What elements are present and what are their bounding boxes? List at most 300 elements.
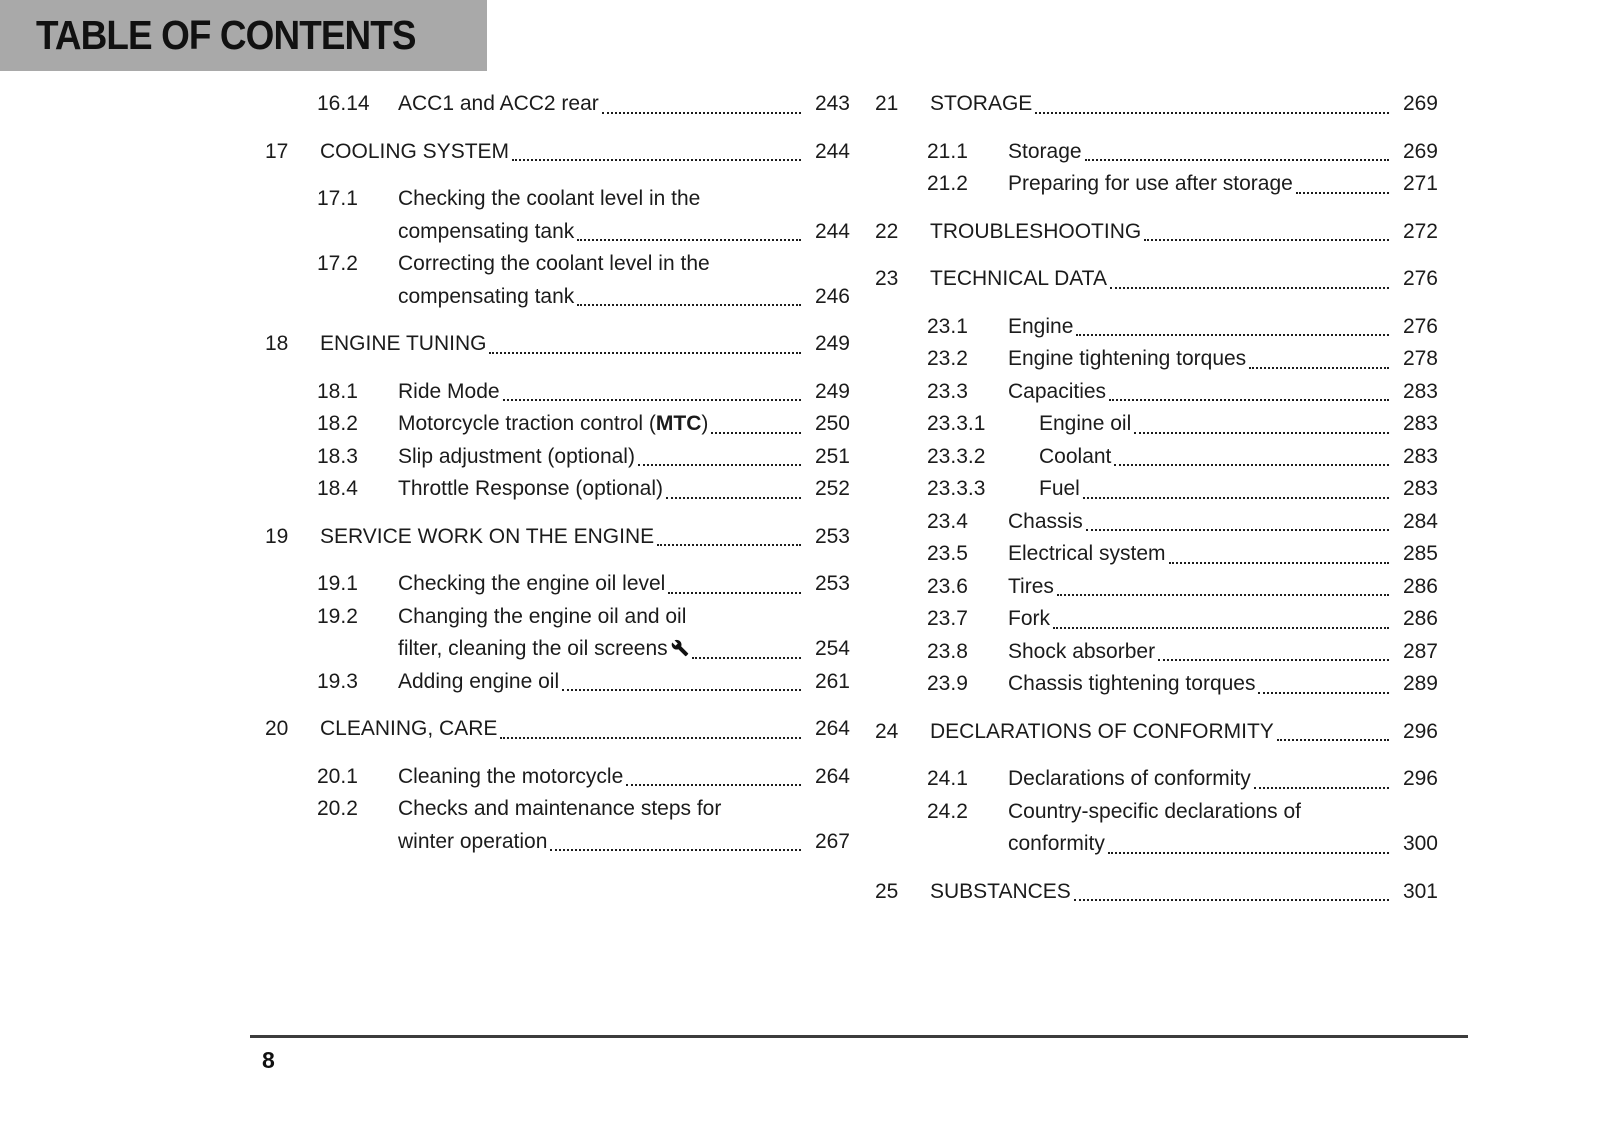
toc-entry-18-4[interactable]	[265, 473, 850, 506]
toc-entry-body	[320, 136, 850, 169]
toc-entry-text: Tires	[1008, 574, 1054, 598]
toc-entry-line-text	[320, 713, 497, 746]
leader-dots	[1085, 159, 1389, 161]
toc-entry-line-text	[1008, 603, 1050, 636]
toc-entry-text: Chassis tightening torques	[1008, 672, 1256, 695]
toc-entry-number: 23.9	[927, 672, 968, 695]
toc-entry-17[interactable]	[265, 136, 850, 169]
toc-entry-page: 261	[814, 669, 850, 693]
toc-entry-20-2[interactable]	[265, 793, 850, 858]
toc-entry-line	[398, 88, 850, 121]
toc-entry-23-7[interactable]	[875, 603, 1438, 636]
toc-entry-text: conformity	[1008, 832, 1105, 855]
toc-entry-text: Fuel	[1039, 477, 1080, 500]
toc-entry-23-3[interactable]	[875, 376, 1438, 409]
leader-dots	[1108, 852, 1389, 854]
leader-dots	[500, 737, 801, 739]
toc-entry-line	[930, 876, 1438, 909]
leader-dots	[1086, 529, 1389, 531]
toc-entry-number: 18	[265, 332, 289, 355]
toc-entry-text: Throttle Response (optional)	[398, 477, 663, 500]
toc-entry-23-3-2[interactable]	[875, 441, 1438, 474]
leader-dots	[1158, 659, 1389, 661]
toc-entry-body	[398, 376, 850, 409]
toc-entry-page: 244	[814, 219, 850, 243]
toc-entry-page: 269	[1402, 139, 1438, 163]
toc-entry-body	[398, 666, 850, 699]
toc-entry-17-2[interactable]	[265, 248, 850, 313]
toc-entry-body	[1008, 763, 1438, 796]
toc-entry-16-14[interactable]	[265, 88, 850, 121]
leader-dots	[550, 849, 801, 851]
toc-entry-body	[320, 328, 850, 361]
toc-entry-body	[398, 793, 850, 858]
toc-entry-text: Correcting the coolant level in the	[398, 252, 710, 275]
leader-dots	[489, 352, 801, 354]
toc-entry-text: TECHNICAL DATA	[930, 267, 1107, 290]
toc-entry-line	[930, 716, 1438, 749]
toc-entry-18-3[interactable]	[265, 441, 850, 474]
toc-entry-line	[398, 281, 850, 314]
toc-entry-text: Adding engine oil	[398, 669, 560, 693]
toc-entry-line	[1008, 828, 1438, 861]
toc-entry-body	[1039, 408, 1438, 441]
toc-entry-line-text	[1039, 441, 1111, 474]
footer-divider	[250, 1035, 1468, 1038]
toc-entry-20[interactable]	[265, 713, 850, 746]
toc-entry-line	[1008, 763, 1438, 796]
toc-entry-page: 278	[1402, 347, 1438, 370]
toc-entry-line-text	[1008, 668, 1255, 701]
toc-entry-page: 269	[1402, 92, 1438, 115]
leader-dots	[1134, 432, 1389, 434]
toc-entry-17-1[interactable]	[265, 183, 850, 248]
toc-entry-number: 23.3.3	[927, 477, 986, 500]
leader-dots	[1074, 899, 1389, 901]
leader-dots	[638, 464, 801, 466]
leader-dots	[1083, 497, 1389, 499]
toc-entry-24-1[interactable]	[875, 763, 1438, 796]
toc-entry-line	[398, 408, 850, 441]
toc-entry-25[interactable]	[875, 876, 1438, 909]
toc-entry-line-text	[398, 633, 689, 666]
toc-entry-line-text	[398, 441, 635, 474]
toc-entry-18[interactable]	[265, 328, 850, 361]
toc-entry-page: 249	[814, 332, 850, 355]
toc-entry-body	[930, 263, 1438, 296]
toc-entry-line-text	[1008, 636, 1155, 669]
toc-entry-number: 20.2	[317, 797, 358, 820]
toc-entry-number: 23	[875, 267, 899, 290]
toc-entry-text: Engine oil	[1039, 412, 1132, 435]
toc-entry-page: 264	[814, 764, 850, 788]
toc-entry-line	[398, 826, 850, 859]
toc-entry-line-text	[1008, 763, 1251, 796]
leader-dots	[1296, 192, 1389, 194]
toc-entry-line	[1039, 473, 1438, 506]
toc-entry-page: 244	[814, 139, 850, 163]
toc-entry-21-1[interactable]	[875, 136, 1438, 169]
toc-entry-text: Coolant	[1039, 444, 1112, 468]
toc-entry-body	[930, 216, 1438, 249]
toc-entry-23-5[interactable]	[875, 538, 1438, 571]
toc-entry-number: 21.2	[927, 172, 968, 195]
toc-entry-number: 23.2	[927, 347, 968, 370]
toc-entry-line-text	[398, 826, 547, 859]
toc-entry-text: Preparing for use after storage	[1008, 172, 1293, 195]
toc-entry-page: 286	[1402, 574, 1438, 598]
toc-entry-body	[398, 473, 850, 506]
leader-dots	[657, 544, 801, 546]
toc-entry-body	[1008, 136, 1438, 169]
toc-entry-number: 24.2	[927, 799, 968, 823]
toc-entry-body	[320, 521, 850, 554]
leader-dots	[1169, 562, 1389, 564]
toc-entry-line-text	[1008, 538, 1166, 571]
toc-entry-text: DECLARATIONS OF CONFORMITY	[930, 719, 1274, 743]
toc-entry-page: 254	[814, 637, 850, 660]
toc-entry-24[interactable]	[875, 716, 1438, 749]
leader-dots	[1114, 464, 1389, 466]
toc-entry-line	[930, 216, 1438, 249]
toc-entry-line	[398, 568, 850, 601]
toc-entry-page: 251	[814, 444, 850, 468]
toc-entry-page: 301	[1402, 879, 1438, 903]
toc-entry-line-text	[398, 376, 500, 409]
toc-entry-text: Checking the coolant level in the	[398, 187, 701, 210]
toc-entry-number: 23.3.2	[927, 444, 986, 468]
toc-entry-page: 296	[1402, 719, 1438, 743]
toc-entry-line-text	[1008, 828, 1105, 861]
toc-entry-body	[1039, 473, 1438, 506]
toc-entry-number: 19.1	[317, 572, 358, 595]
toc-entry-line-text	[930, 263, 1107, 296]
toc-entry-line	[1008, 311, 1438, 344]
toc-entry-text: Engine	[1008, 314, 1074, 338]
toc-entry-text: filter, cleaning the oil screens	[398, 637, 668, 660]
toc-entry-page: 285	[1402, 542, 1438, 565]
toc-column-left	[265, 88, 850, 858]
toc-entry-line-text	[1008, 343, 1246, 376]
toc-entry-line-text	[1039, 473, 1080, 506]
leader-dots	[602, 112, 801, 114]
toc-entry-line	[1008, 636, 1438, 669]
toc-entry-text: Capacities	[1008, 379, 1107, 403]
toc-entry-text: Slip adjustment (optional)	[398, 444, 635, 468]
toc-entry-23-1[interactable]	[875, 311, 1438, 344]
page-title: TABLE OF CONTENTS	[36, 12, 416, 58]
toc-entry-line	[1008, 571, 1438, 604]
toc-entry-line	[398, 183, 850, 216]
footer-page-number: 8	[262, 1047, 275, 1073]
toc-entry-page: 252	[814, 477, 850, 500]
toc-entry-line	[398, 633, 850, 666]
toc-entry-21[interactable]	[875, 88, 1438, 121]
leader-dots	[1144, 239, 1389, 241]
toc-entry-text: TROUBLESHOOTING	[930, 219, 1142, 243]
toc-entry-21-2[interactable]	[875, 168, 1438, 201]
toc-entry-line	[398, 601, 850, 634]
toc-entry-line-text	[320, 136, 509, 169]
toc-entry-body	[1008, 506, 1438, 539]
toc-entry-line	[398, 441, 850, 474]
toc-entry-number: 17	[265, 139, 289, 163]
toc-entry-text: Storage	[1008, 139, 1082, 163]
toc-entry-line	[1008, 376, 1438, 409]
toc-entry-23-8[interactable]	[875, 636, 1438, 669]
leader-dots	[626, 784, 801, 786]
toc-entry-body	[398, 601, 850, 666]
toc-entry-page: 250	[814, 412, 850, 435]
leader-dots	[1277, 739, 1389, 741]
toc-entry-page: 253	[814, 572, 850, 595]
toc-entry-line	[398, 473, 850, 506]
toc-entry-24-2[interactable]	[875, 796, 1438, 861]
toc-entry-page: 283	[1402, 444, 1438, 468]
toc-entry-page: 246	[814, 284, 850, 308]
toc-entry-page: 300	[1402, 832, 1438, 855]
toc-entry-number: 23.6	[927, 574, 968, 598]
toc-entry-23-4[interactable]	[875, 506, 1438, 539]
toc-entry-line	[320, 521, 850, 554]
toc-entry-line	[398, 248, 850, 281]
toc-entry-body	[1008, 168, 1438, 201]
toc-entry-body	[930, 88, 1438, 121]
leader-dots	[1035, 112, 1389, 114]
wrench-icon	[671, 639, 689, 657]
toc-entry-text: Motorcycle traction control (	[398, 412, 656, 435]
toc-entry-text: Declarations of conformity	[1008, 767, 1251, 790]
toc-entry-text: Checks and maintenance steps for	[398, 797, 722, 820]
toc-entry-number: 18.1	[317, 379, 358, 403]
toc-entry-page: 296	[1402, 767, 1438, 790]
leader-dots	[1057, 594, 1389, 596]
toc-entry-line-text	[398, 473, 663, 506]
toc-entry-number: 21.1	[927, 139, 968, 163]
toc-entry-text: Country-specific declarations of	[1008, 799, 1301, 823]
toc-entry-text: Cleaning the motorcycle	[398, 764, 624, 788]
toc-entry-body	[398, 183, 850, 248]
leader-dots	[1109, 399, 1389, 401]
toc-entry-body	[1008, 668, 1438, 701]
toc-entry-number: 19	[265, 524, 289, 548]
toc-entry-page: 286	[1402, 607, 1438, 630]
toc-entry-line	[398, 793, 850, 826]
toc-entry-body	[930, 716, 1438, 749]
toc-entry-number: 21	[875, 92, 899, 115]
toc-entry-line-text	[320, 521, 654, 554]
toc-entry-number: 17.1	[317, 187, 358, 210]
toc-entry-line	[930, 263, 1438, 296]
leader-dots	[577, 304, 801, 306]
toc-entry-page: 253	[814, 524, 850, 548]
toc-entry-page: 283	[1402, 412, 1438, 435]
toc-entry-line	[1008, 538, 1438, 571]
toc-entry-number: 22	[875, 219, 899, 243]
toc-entry-19[interactable]	[265, 521, 850, 554]
toc-entry-line	[398, 216, 850, 249]
toc-entry-number: 23.7	[927, 607, 968, 630]
toc-entry-body	[1008, 636, 1438, 669]
toc-entry-22[interactable]	[875, 216, 1438, 249]
toc-entry-text: Fork	[1008, 607, 1050, 630]
toc-entry-text: STORAGE	[930, 92, 1033, 115]
toc-entry-23-6[interactable]	[875, 571, 1438, 604]
toc-entry-body	[1039, 441, 1438, 474]
toc-entry-number: 18.2	[317, 412, 358, 435]
toc-entry-number: 24.1	[927, 767, 968, 790]
toc-entry-line-text	[398, 761, 623, 794]
toc-entry-line	[1039, 408, 1438, 441]
toc-entry-line-text	[930, 716, 1274, 749]
toc-entry-text: ACC1 and ACC2 rear	[398, 92, 599, 115]
toc-entry-23-3-3[interactable]	[875, 473, 1438, 506]
toc-entry-page: 287	[1402, 639, 1438, 663]
toc-entry-line	[320, 136, 850, 169]
toc-entry-text: CLEANING, CARE	[320, 717, 498, 740]
toc-entry-number: 18.4	[317, 477, 358, 500]
toc-entry-number: 16.14	[317, 92, 370, 115]
toc-entry-page: 283	[1402, 477, 1438, 500]
toc-entry-line-text	[1008, 376, 1106, 409]
page-header	[0, 0, 487, 71]
toc-entry-body	[398, 568, 850, 601]
toc-entry-line-text	[398, 88, 599, 121]
toc-entry-number: 24	[875, 719, 899, 743]
toc-entry-text: Engine tightening torques	[1008, 347, 1247, 370]
toc-entry-text: SERVICE WORK ON THE ENGINE	[320, 524, 655, 548]
toc-entry-number: 25	[875, 879, 899, 903]
toc-entry-page: 289	[1402, 672, 1438, 695]
leader-dots	[692, 657, 801, 659]
toc-entry-line	[398, 376, 850, 409]
toc-entry-line	[930, 88, 1438, 121]
toc-entry-line-text	[1008, 506, 1083, 539]
toc-entry-line	[1008, 168, 1438, 201]
toc-entry-page: 284	[1402, 509, 1438, 533]
leader-dots	[1110, 287, 1389, 289]
toc-entry-number: 23.4	[927, 509, 968, 533]
toc-entry-line	[1008, 668, 1438, 701]
toc-entry-number: 23.8	[927, 639, 968, 663]
toc-entry-number: 17.2	[317, 252, 358, 275]
leader-dots	[711, 432, 801, 434]
toc-entry-page: 243	[814, 92, 850, 115]
toc-entry-text: ENGINE TUNING	[320, 332, 487, 355]
leader-dots	[577, 239, 801, 241]
toc-entry-body	[1008, 571, 1438, 604]
leader-dots	[503, 399, 801, 401]
toc-entry-line	[320, 328, 850, 361]
toc-entry-number: 23.3	[927, 379, 968, 403]
leader-dots	[666, 497, 801, 499]
toc-entry-line-text	[320, 328, 486, 361]
leader-dots	[1053, 627, 1389, 629]
toc-entry-page: 276	[1402, 267, 1438, 290]
toc-entry-line-text	[930, 876, 1071, 909]
toc-entry-page: 272	[1402, 219, 1438, 243]
toc-entry-body	[1008, 603, 1438, 636]
toc-entry-23-9[interactable]	[875, 668, 1438, 701]
toc-entry-number: 18.3	[317, 444, 358, 468]
toc-entry-page: 271	[1402, 172, 1438, 195]
toc-entry-23-3-1[interactable]	[875, 408, 1438, 441]
leader-dots	[1254, 787, 1389, 789]
toc-entry-body	[398, 248, 850, 313]
toc-entry-20-1[interactable]	[265, 761, 850, 794]
toc-entry-page: 264	[814, 717, 850, 740]
leader-dots	[1076, 334, 1389, 336]
toc-entry-text: )	[701, 412, 709, 435]
toc-entry-text: SUBSTANCES	[930, 879, 1071, 903]
toc-column-right	[875, 88, 1438, 923]
toc-entry-number: 19.2	[317, 604, 358, 628]
toc-entry-body	[1008, 538, 1438, 571]
toc-entry-body	[398, 761, 850, 794]
toc-entry-line-text	[930, 88, 1032, 121]
toc-entry-line-text	[398, 408, 708, 441]
toc-entry-text: Changing the engine oil and oil	[398, 604, 687, 628]
toc-entry-body	[320, 713, 850, 746]
toc-entry-text: winter operation	[398, 829, 548, 853]
toc-entry-line-text	[1008, 571, 1054, 604]
toc-entry-text: compensating tank	[398, 219, 575, 243]
toc-entry-text: Checking the engine oil level	[398, 572, 666, 595]
toc-entry-line-text	[1008, 136, 1082, 169]
toc-entry-line-text	[398, 216, 574, 249]
toc-entry-line	[398, 666, 850, 699]
toc-entry-line	[1008, 796, 1438, 829]
toc-entry-body	[930, 876, 1438, 909]
toc-entry-line	[320, 713, 850, 746]
toc-entry-19-1[interactable]	[265, 568, 850, 601]
leader-dots	[512, 159, 801, 161]
toc-entry-text: MTC	[655, 412, 702, 435]
toc-entry-number: 20.1	[317, 764, 358, 788]
toc-entry-page: 276	[1402, 314, 1438, 338]
toc-entry-23-2[interactable]	[875, 343, 1438, 376]
toc-entry-line	[1008, 343, 1438, 376]
toc-entry-line	[1008, 506, 1438, 539]
toc-entry-text: Ride Mode	[398, 379, 500, 403]
toc-entry-body	[1008, 311, 1438, 344]
toc-entry-page: 249	[814, 379, 850, 403]
toc-entry-19-2[interactable]	[265, 601, 850, 666]
toc-entry-body	[398, 408, 850, 441]
toc-entry-23[interactable]	[875, 263, 1438, 296]
toc-entry-body	[1008, 376, 1438, 409]
toc-entry-line-text	[1039, 408, 1131, 441]
leader-dots	[1249, 367, 1389, 369]
toc-entry-18-2[interactable]	[265, 408, 850, 441]
toc-entry-18-1[interactable]	[265, 376, 850, 409]
toc-entry-number: 23.1	[927, 314, 968, 338]
toc-entry-body	[1008, 796, 1438, 861]
leader-dots	[1258, 692, 1389, 694]
toc-entry-text: Chassis	[1008, 509, 1083, 533]
toc-entry-line-text	[1008, 168, 1293, 201]
toc-entry-line	[1039, 441, 1438, 474]
toc-entry-body	[398, 441, 850, 474]
toc-entry-body	[398, 88, 850, 121]
toc-entry-19-3[interactable]	[265, 666, 850, 699]
toc-entry-line-text	[398, 568, 665, 601]
toc-entry-text: COOLING SYSTEM	[320, 139, 510, 163]
toc-entry-body	[1008, 343, 1438, 376]
toc-entry-page: 267	[814, 829, 850, 853]
toc-entry-number: 19.3	[317, 669, 358, 693]
toc-entry-number: 23.5	[927, 542, 968, 565]
